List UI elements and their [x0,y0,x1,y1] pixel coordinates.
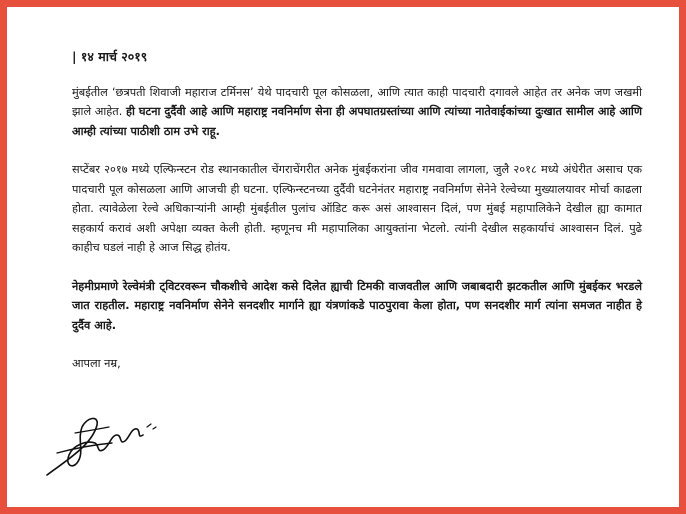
closing-salutation: आपला नम्र, [72,357,121,370]
paragraph-1 [72,83,642,142]
paragraph-1-text: मुंबईतील ‘छत्रपती शिवाजी महाराज टर्मिनस’ येथे पादचारी पूल कोसळला, आणि त्यात काही पादचारी दगावले आहेत तर अनेक जण जखमी झाले आहेत. [72,85,642,118]
paragraph-3: नेहमीप्रमाणे रेल्वेमंत्री ट्विटरवरून चौकशीचे आदेश कसे दिलेत ह्याची टिमकी वाजवतील आणि जबाबदारी झटकतील आणि मुंबईकर भरडले जात राहतील. महाराष्ट्र नवनिर्माण सेनेने सनदशीर मार्गाने ह्या यंत्रणांकडे पाठपुरावा केला होता, पण सनदशीर मार्ग त्यांना समजत नाहीत हे दुर्दैव आहे. [72,279,642,332]
letter-date: | १४ मार्च २०१९ [72,49,148,64]
paragraph-2: सप्टेंबर २०१७ मध्ये एल्फिन्स्टन रोड स्थानकातील चेंगराचेंगरीत अनेक मुंबईकरांना जीव गमवावा लागला, जुलै २०१८ मध्ये अंधेरीत असाच एक पादचारी पूल कोसळला आणि आजची ही घटना. एल्फिन्स्टनच्या दुर्दैवी घटनेनंतर महाराष्ट्र नवनिर्माण सेनेने रेल्वेच्या मुख्यालयावर मोर्चा काढला होता. त्यावेळेला रेल्वे अधिकाऱ्यांनी आम्ही मुंबईतील पुलांच ऑडिट करू असं आश्वासन दिलं, पण मुंबई महापालिकेने देखील ह्या कामात सहकार्य करावं अशी अपेक्षा व्यक्त केली होती. म्हणूनच मी महापालिका आयुक्तांना भेटलो. त्यांनी देखील सहकार्याचं आश्वासन दिलं. पुढे काहीच घडलं नाही हे आज सिद्ध होतंय. [72,163,642,254]
letter-body [72,47,642,374]
signature-image [37,405,167,485]
paragraph-1-bold-text: ही घटना दुर्दैवी आहे आणि महाराष्ट्र नवनिर्माण सेना ही अपघातग्रस्तांच्या आणि त्यांच्या नातेवाईकांच्या दुःखात सामील आहे आणि आम्ही त्यांच्या पाठीशी ठाम उभे राहू. [72,105,642,138]
